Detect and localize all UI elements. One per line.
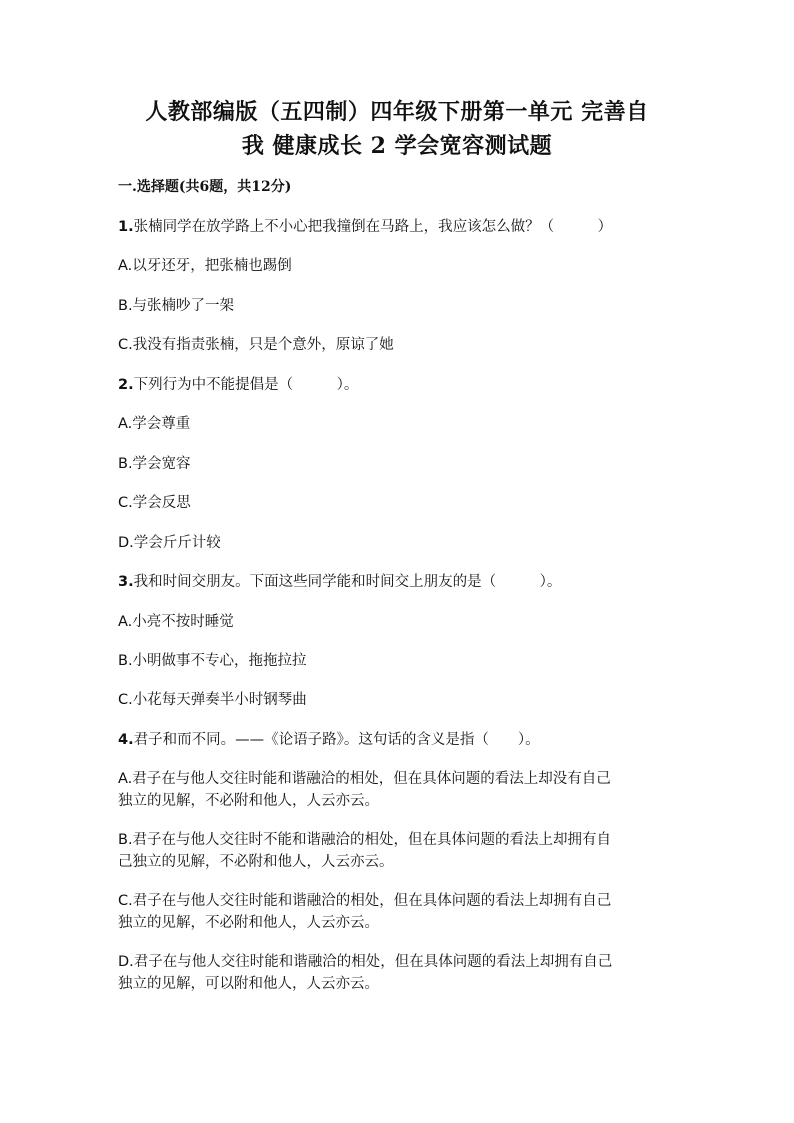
question-2-option-a: A.学会尊重: [118, 416, 191, 432]
question-number: 4.: [118, 732, 134, 748]
question-2-option-c: C.学会反思: [118, 495, 191, 511]
question-4-option-d-line-1: D.君子在与他人交往时能和谐融洽的相处，但在具体问题的看法上却拥有自己: [118, 954, 613, 970]
question-4-option-b-line-2: 己独立的见解，不必附和他人，人云亦云。: [118, 854, 394, 870]
question-3-option-b: B.小明做事不专心，拖拖拉拉: [118, 653, 307, 669]
question-4-option-c-line-2: 独立的见解，不必附和他人，人云亦云。: [118, 915, 379, 931]
question-number: 3.: [118, 574, 134, 590]
question-number: 2.: [118, 377, 134, 393]
question-stem: 君子和而不同。——《论语子路》。这句话的含义是指（ ）。: [133, 732, 540, 748]
question-stem: 张楠同学在放学路上不小心把我撞倒在马路上，我应该怎么做？（ ）: [133, 219, 613, 235]
question-number: 1.: [118, 219, 134, 235]
question-4-option-a-line-1: A.君子在与他人交往时能和谐融洽的相处，但在具体问题的看法上却没有自己: [118, 771, 611, 787]
question-2: [118, 374, 358, 396]
question-1: [118, 216, 612, 238]
question-1-option-b: B.与张楠吵了一架: [118, 298, 235, 314]
question-4-option-a-line-2: 独立的见解，不必附和他人，人云亦云。: [118, 793, 379, 809]
document-title-line-2: 我 健康成长 2 学会宽容测试题: [241, 133, 553, 159]
question-2-option-d: D.学会斤斤计较: [118, 535, 221, 551]
question-4-option-b-line-1: B.君子在与他人交往时不能和谐融洽的相处，但在具体问题的看法上却拥有自: [118, 832, 612, 848]
document-title-line-1: 人教部编版（五四制）四年级下册第一单元 完善自: [145, 99, 649, 125]
question-4-option-c-line-1: C.君子在与他人交往时能和谐融洽的相处，但在具体问题的看法上却拥有自己: [118, 893, 612, 909]
question-1-option-c: C.我没有指责张楠，只是个意外，原谅了她: [118, 337, 394, 353]
question-1-option-a: A.以牙还牙，把张楠也踢倒: [118, 258, 292, 274]
question-stem: 我和时间交朋友。下面这些同学能和时间交上朋友的是（ ）。: [133, 574, 562, 590]
question-3-option-a: A.小亮不按时睡觉: [118, 614, 234, 630]
question-stem: 下列行为中不能提倡是（ ）。: [133, 377, 359, 393]
section-heading: 一.选择题(共6题，共12分): [118, 179, 292, 195]
question-4-option-d-line-2: 独立的见解，可以附和他人，人云亦云。: [118, 976, 379, 992]
question-3-option-c: C.小花每天弹奏半小时钢琴曲: [118, 692, 307, 708]
question-2-option-b: B.学会宽容: [118, 456, 191, 472]
question-3: [118, 571, 561, 593]
question-4: [118, 729, 540, 751]
